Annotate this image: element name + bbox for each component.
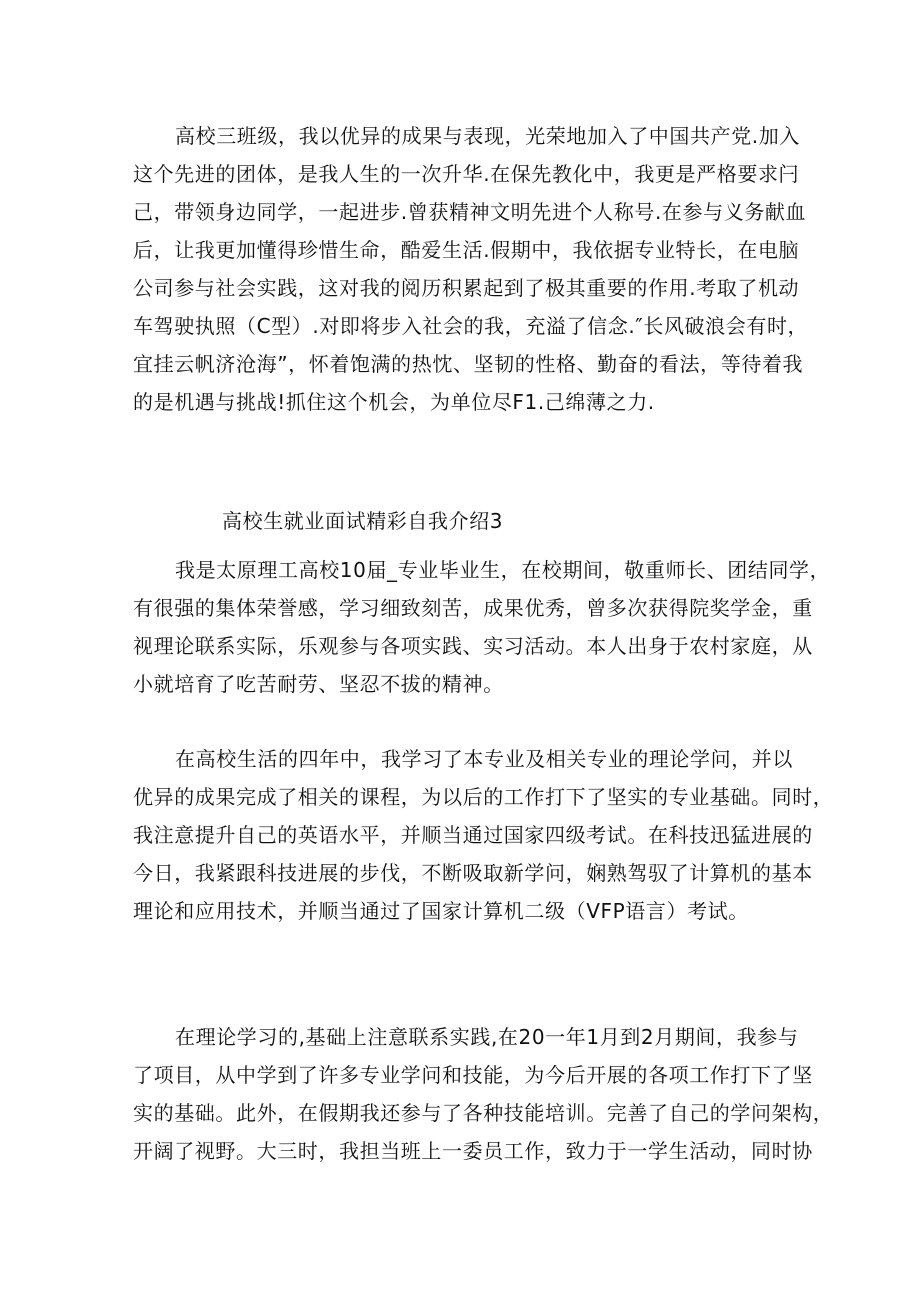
paragraph-line: 公司参与社会实践，这对我的阅历积累起到了极其重要的作用.考取了机动: [133, 276, 800, 300]
paragraph-line: 今日，我紧跟科技进展的步伐，不断吸取新学问，娴熟驾驭了计算机的基本: [133, 861, 813, 885]
paragraph-line: 实的基础。此外，在假期我还参与了各种技能培训。完善了自己的学问架构，: [133, 1101, 834, 1125]
paragraph: [133, 117, 809, 421]
paragraph-line: 车驾驶执照（C型）.对即将步入社会的我，充溢了信念.″长风破浪会有时，: [133, 314, 809, 338]
paragraph-line: 后，让我更加懂得珍惜生命，酷爱生活.假期中，我依据专业特长，在电脑: [133, 238, 800, 262]
paragraph-line: 了项目，从中学到了许多专业学问和技能，为今后开展的各项工作打下了坚: [133, 1063, 813, 1087]
paragraph-line: 我注意提升自己的英语水平，并顺当通过国家四级考试。在科技迅猛进展的: [133, 823, 813, 847]
paragraph-line: 小就培育了吃苦耐劳、坚忍不拔的精神。: [133, 672, 504, 696]
paragraph-line: 己，带领身边同学，一起进步.曾获精神文明先进个人称号.在参与义务献血: [133, 200, 807, 224]
paragraph-line: 在理论学习的,基础上注意联系实践,在20一年1月到2月期间，我参与: [175, 1025, 799, 1049]
section-heading: 高校生就业面试精彩自我介绍3: [222, 509, 504, 533]
paragraph-line: 在高校生活的四年中，我学习了本专业及相关专业的理论学问，并以: [175, 747, 793, 771]
paragraph-line: 理论和应用技术，并顺当通过了国家计算机二级（VFP语言）考试。: [133, 899, 749, 923]
paragraph-line: 的是机遇与挑战!抓住这个机会，为单位尽F1.己绵薄之力.: [133, 390, 655, 414]
paragraph-line: 视理论联系实际，乐观参与各项实践、实习活动。本人出身于农村家庭，从: [133, 634, 813, 658]
paragraph-line: 开阔了视野。大三时，我担当班上一委员工作，致力于一学生活动，同时协: [133, 1139, 813, 1163]
paragraph-line: 有很强的集体荣誉感，学习细致刻苦，成果优秀，曾多次获得院奖学金，重: [133, 596, 813, 620]
paragraph-line: 优异的成果完成了相关的课程，为以后的工作打下了坚实的专业基础。同时，: [133, 785, 834, 809]
paragraph: [133, 1018, 834, 1170]
paragraph: [133, 740, 834, 930]
paragraph-line: 宜挂云帆济沧海”，怀着饱满的热忱、坚韧的性格、勤奋的看法，等待着我: [133, 352, 804, 376]
paragraph-line: 这个先进的团体，是我人生的一次升华.在保先教化中，我更是严格要求闩: [133, 162, 800, 186]
paragraph-line: 高校三班级，我以优异的成果与表现，光荣地加入了中国共产党.加入: [175, 124, 800, 148]
paragraph-line: 我是太原理工高校10届_专业毕业生，在校期间，敬重师长、团结同学，: [175, 558, 831, 582]
paragraph: [133, 551, 831, 703]
